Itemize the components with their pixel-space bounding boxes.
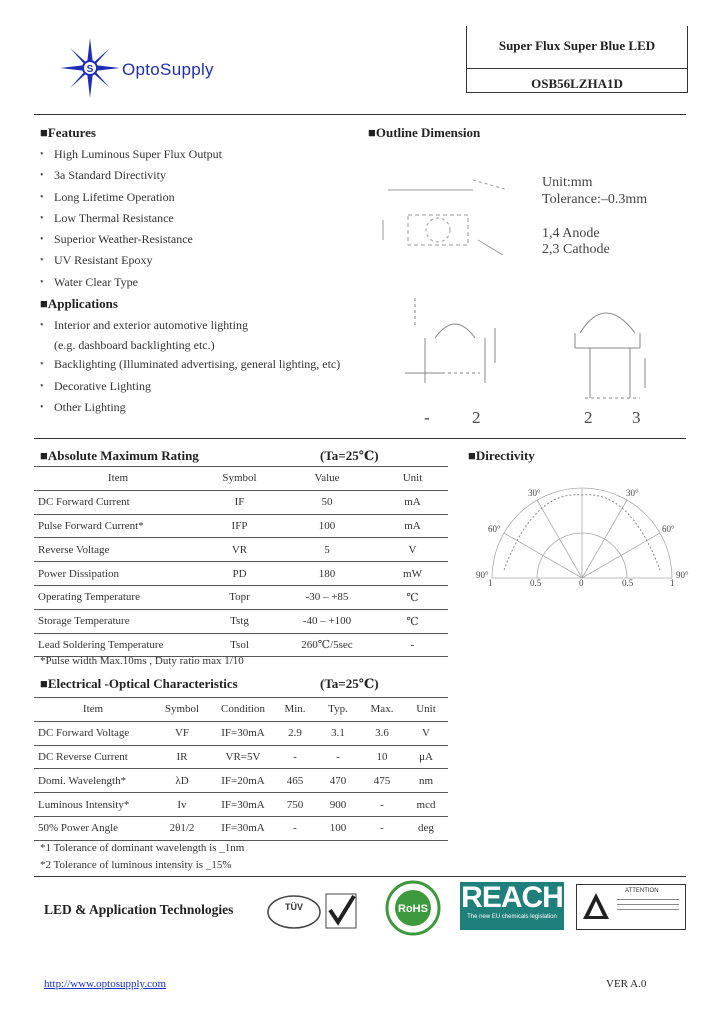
directivity-angle-label: 90° xyxy=(676,570,689,580)
feature-item: • Low Thermal Resistance xyxy=(38,208,222,229)
abs-max-cell: Topr xyxy=(202,585,277,609)
mid-divider xyxy=(34,438,686,439)
directivity-angle-label: 90° xyxy=(476,570,489,580)
eo-column-header: Unit xyxy=(404,698,448,722)
abs-max-table xyxy=(34,466,448,657)
eo-cell: μA xyxy=(404,745,448,769)
eo-cell: 465 xyxy=(274,769,316,793)
eo-column-header: Max. xyxy=(360,698,404,722)
pin-label: 2 xyxy=(472,408,481,427)
eo-cell: VF xyxy=(152,721,212,745)
application-item: • Decorative Lighting xyxy=(38,376,340,397)
directivity-angle-label: 60° xyxy=(662,524,675,534)
abs-max-cell: mA xyxy=(377,490,448,514)
eo-row xyxy=(34,793,448,817)
features-heading: ■Features xyxy=(40,125,96,140)
outline-drawing-front xyxy=(545,288,665,408)
directivity-axis-label: 0 xyxy=(579,578,584,588)
abs-max-cell: mA xyxy=(377,514,448,538)
eo-cell: 475 xyxy=(360,769,404,793)
abs-max-row xyxy=(34,538,448,562)
version-label: VER A.0 xyxy=(606,978,647,990)
brand-name: OptoSupply xyxy=(122,60,214,79)
feature-item: • Long Lifetime Operation xyxy=(38,187,222,208)
directivity-heading: ■Directivity xyxy=(468,448,535,463)
eo-condition: (Ta=25℃) xyxy=(320,676,379,691)
pin-label: - xyxy=(424,408,430,427)
outline-pin-cathode: 2,3 Cathode xyxy=(542,242,610,257)
eo-cell: 2.9 xyxy=(274,721,316,745)
abs-max-row xyxy=(34,585,448,609)
eo-cell: DC Forward Voltage xyxy=(34,721,152,745)
title-box xyxy=(466,26,688,93)
abs-max-cell: 180 xyxy=(277,562,377,586)
eo-cell: - xyxy=(274,816,316,840)
eo-cell: IF=30mA xyxy=(212,721,274,745)
application-item: • Other Lighting xyxy=(38,397,340,418)
reach-badge-title: REACH xyxy=(461,881,563,914)
eo-row xyxy=(34,816,448,840)
directivity-axis-label: 0.5 xyxy=(622,578,634,588)
eo-cell: - xyxy=(360,793,404,817)
eo-cell: IF=30mA xyxy=(212,793,274,817)
eo-cell: 100 xyxy=(316,816,360,840)
svg-text:RoHS: RoHS xyxy=(398,903,428,915)
reach-badge xyxy=(460,882,564,930)
eo-table xyxy=(34,697,448,841)
directivity-axis-label: 1 xyxy=(670,578,675,588)
optosupply-logo-star-icon xyxy=(58,36,122,100)
eo-cell: 2θ1/2 xyxy=(152,816,212,840)
abs-max-row xyxy=(34,562,448,586)
eo-note-1: *1 Tolerance of dominant wavelength is _1nm xyxy=(40,842,245,854)
eo-cell: IF=20mA xyxy=(212,769,274,793)
eo-cell: 900 xyxy=(316,793,360,817)
outline-tolerance: Tolerance:–0.3mm xyxy=(542,192,648,207)
eo-cell: 3.6 xyxy=(360,721,404,745)
eo-cell: - xyxy=(360,816,404,840)
directivity-polar-chart xyxy=(474,470,690,590)
pin-label: 2 xyxy=(584,408,593,427)
eo-cell: Iv xyxy=(152,793,212,817)
feature-item: • High Luminous Super Flux Output xyxy=(38,144,222,165)
pin-label: 3 xyxy=(632,408,641,427)
directivity-axis-label: 0.5 xyxy=(530,578,542,588)
abs-max-cell: 50 xyxy=(277,490,377,514)
eo-cell: λD xyxy=(152,769,212,793)
eo-cell: - xyxy=(274,745,316,769)
features-list xyxy=(38,144,222,293)
eo-column-header: Symbol xyxy=(152,698,212,722)
outline-unit: Unit:mm xyxy=(542,175,593,190)
feature-item: • Water Clear Type xyxy=(38,272,222,293)
abs-max-cell: ℃ xyxy=(377,609,448,633)
feature-item: • 3a Standard Directivity xyxy=(38,165,222,186)
application-item: • Backlighting (Illuminated advertising, general lighting, etc) xyxy=(38,354,340,375)
eo-cell: IR xyxy=(152,745,212,769)
abs-max-cell: IFP xyxy=(202,514,277,538)
eo-cell: DC Reverse Current xyxy=(34,745,152,769)
eo-cell: 470 xyxy=(316,769,360,793)
eo-column-header: Typ. xyxy=(316,698,360,722)
abs-max-cell: Storage Temperature xyxy=(34,609,202,633)
eo-cell: Domi. Wavelength* xyxy=(34,769,152,793)
abs-max-row xyxy=(34,609,448,633)
abs-max-cell: Reverse Voltage xyxy=(34,538,202,562)
abs-max-cell: ℃ xyxy=(377,585,448,609)
esd-warning-icon xyxy=(581,891,611,921)
abs-max-cell: -40 – +100 xyxy=(277,609,377,633)
rohs-compliant-badge-icon xyxy=(378,880,448,936)
abs-max-cell: Operating Temperature xyxy=(34,585,202,609)
directivity-angle-label: 30° xyxy=(528,488,541,498)
feature-item: • UV Resistant Epoxy xyxy=(38,250,222,271)
abs-max-cell: Tstg xyxy=(202,609,277,633)
abs-max-row xyxy=(34,514,448,538)
eo-cell: 750 xyxy=(274,793,316,817)
eo-column-header: Item xyxy=(34,698,152,722)
attention-label: ATTENTION xyxy=(625,888,659,894)
directivity-angle-label: 60° xyxy=(488,524,501,534)
directivity-angle-label: 30° xyxy=(626,488,639,498)
feature-item: • Superior Weather-Resistance xyxy=(38,229,222,250)
abs-max-cell: DC Forward Current xyxy=(34,490,202,514)
eo-cell: nm xyxy=(404,769,448,793)
eo-column-header: Condition xyxy=(212,698,274,722)
eo-cell: V xyxy=(404,721,448,745)
abs-max-cell: V xyxy=(377,538,448,562)
product-line: Super Flux Super Blue LED xyxy=(498,38,656,53)
abs-max-cell: PD xyxy=(202,562,277,586)
website-link[interactable]: http://www.optosupply.com xyxy=(44,978,167,990)
part-number: OSB56LZHA1D xyxy=(531,76,623,91)
reach-badge-subtitle: The new EU chemicals legislation xyxy=(467,914,557,920)
abs-max-cell: 100 xyxy=(277,514,377,538)
eo-row xyxy=(34,769,448,793)
abs-max-cell: mW xyxy=(377,562,448,586)
eo-cell: IF=30mA xyxy=(212,816,274,840)
eo-cell: mcd xyxy=(404,793,448,817)
footer-tagline: LED & Application Technologies xyxy=(44,902,234,917)
abs-max-column-header: Symbol xyxy=(202,467,277,491)
applications-heading: ■Applications xyxy=(40,296,118,311)
abs-max-note: *Pulse width Max.10ms , Duty ratio max 1/10 xyxy=(40,655,244,667)
abs-max-cell: 5 xyxy=(277,538,377,562)
abs-max-row xyxy=(34,633,448,657)
abs-max-column-header: Value xyxy=(277,467,377,491)
eo-note-2: *2 Tolerance of luminous intensity is _15% xyxy=(40,859,232,871)
eo-row xyxy=(34,721,448,745)
abs-max-cell: Power Dissipation xyxy=(34,562,202,586)
eo-cell: VR=5V xyxy=(212,745,274,769)
outline-drawing-side xyxy=(385,288,515,408)
eo-cell: 10 xyxy=(360,745,404,769)
eo-cell: 3.1 xyxy=(316,721,360,745)
abs-max-cell: VR xyxy=(202,538,277,562)
abs-max-heading: ■Absolute Maximum Rating xyxy=(40,448,199,463)
applications-list xyxy=(38,315,340,418)
eo-row xyxy=(34,745,448,769)
application-item: • Interior and exterior automotive lighting xyxy=(38,315,340,336)
abs-max-cell: -30 – +85 xyxy=(277,585,377,609)
abs-max-cell: Pulse Forward Current* xyxy=(34,514,202,538)
eo-cell: deg xyxy=(404,816,448,840)
eo-column-header: Min. xyxy=(274,698,316,722)
footer-divider xyxy=(34,876,686,877)
outline-heading: ■Outline Dimension xyxy=(368,125,481,140)
abs-max-cell: Tsol xyxy=(202,633,277,657)
abs-max-column-header: Item xyxy=(34,467,202,491)
abs-max-row xyxy=(34,490,448,514)
abs-max-cell: 260℃/5sec xyxy=(277,633,377,657)
header-divider xyxy=(34,114,686,115)
esd-attention-badge xyxy=(576,884,686,930)
directivity-axis-label: 1 xyxy=(488,578,493,588)
tuv-certificate-badge-icon xyxy=(264,890,360,934)
eo-cell: Luminous Intensity* xyxy=(34,793,152,817)
abs-max-condition: (Ta=25℃) xyxy=(320,448,379,463)
eo-cell: - xyxy=(316,745,360,769)
abs-max-column-header: Unit xyxy=(377,467,448,491)
eo-heading: ■Electrical -Optical Characteristics xyxy=(40,676,238,691)
abs-max-cell: IF xyxy=(202,490,277,514)
abs-max-cell: Lead Soldering Temperature xyxy=(34,633,202,657)
abs-max-cell: - xyxy=(377,633,448,657)
svg-text:TÜV: TÜV xyxy=(285,902,303,912)
svg-text:S: S xyxy=(86,64,94,75)
eo-cell: 50% Power Angle xyxy=(34,816,152,840)
outline-pin-anode: 1,4 Anode xyxy=(542,226,600,241)
application-item: (e.g. dashboard backlighting etc.) xyxy=(54,338,215,353)
outline-drawing-top xyxy=(378,160,528,270)
